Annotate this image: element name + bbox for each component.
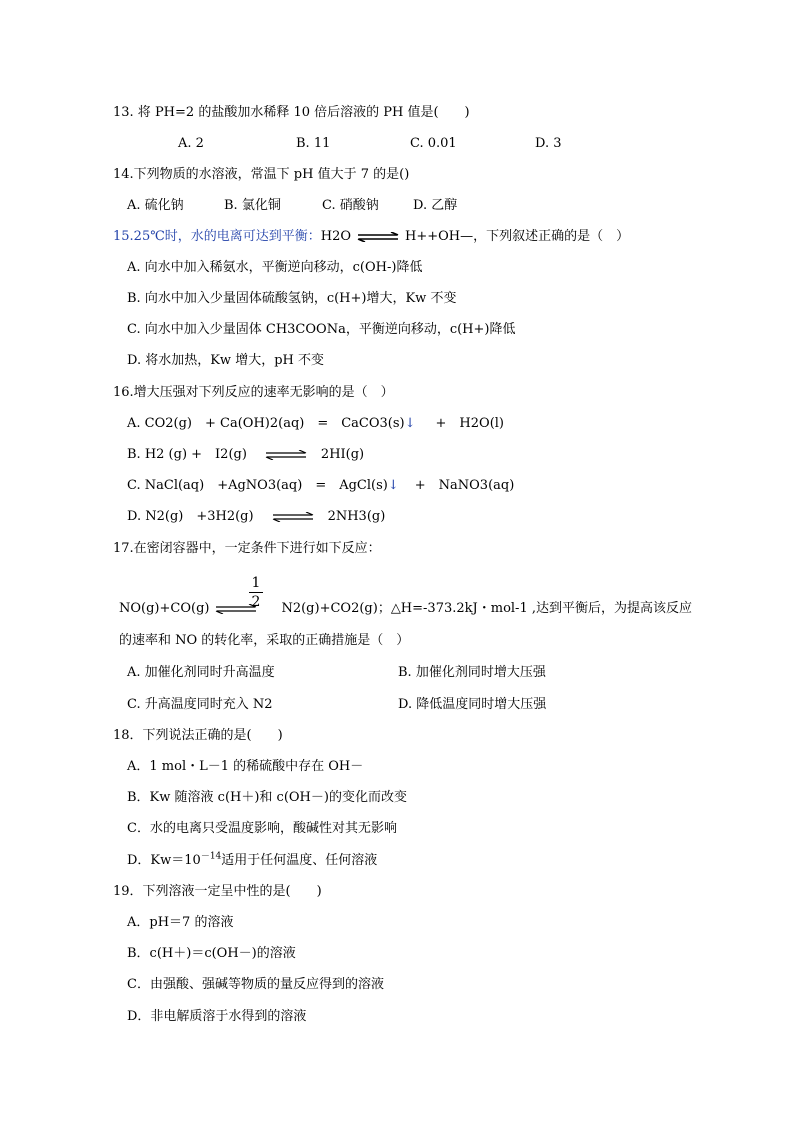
q18-option-b: B．Kw 随溶液 c(H＋)和 c(OH－)的变化而改变 [127, 790, 407, 805]
q16-option-c-left: C. NaCl(aq) +AgNO3(aq) = AgCl(s) [127, 478, 388, 493]
q17-option-a: A. 加催化剂同时升高温度 [127, 665, 275, 680]
q14-option-d: D. 乙醇 [413, 198, 458, 213]
q16-option-a [127, 415, 504, 433]
q19-stem: 19．下列溶液一定呈中性的是( ) [113, 884, 322, 899]
q15-stem-water: H2O [320, 229, 352, 244]
q16-option-b-right: 2HI(g) [320, 447, 365, 462]
equilibrium-arrow-icon [263, 450, 309, 460]
q15-option-b: B. 向水中加入少量固体硫酸氢钠，c(H+)增大，Kw 不变 [127, 291, 457, 306]
q16-option-a-left: A. CO2(g) + Ca(OH)2(aq) = CaCO3(s) [127, 416, 405, 431]
q13-option-b: B. 11 [296, 136, 331, 151]
q14-option-c: C. 硝酸钠 [322, 198, 379, 213]
q15-stem-rest: H++OH—，下列叙述正确的是（ ） [405, 229, 630, 244]
q17-equation [119, 600, 692, 618]
q15-option-d: D. 将水加热，Kw 增大，pH 不变 [127, 353, 324, 368]
q16-option-b [127, 446, 364, 464]
q19-option-c: C．由强酸、强碱等物质的量反应得到的溶液 [127, 977, 384, 992]
q17-equation-right: N2(g)+CO2(g)；△H=-373.2kJ・mol-1 ,达到平衡后，为提高该反应 [281, 601, 692, 616]
q17-option-d: D. 降低温度同时增大压强 [398, 697, 547, 712]
q16-option-d-left: D. N2(g) +3H2(g) [127, 509, 254, 524]
q13-option-d: D. 3 [535, 136, 562, 151]
q15-stem [113, 228, 629, 246]
q16-option-c-right: + NaNO3(aq) [414, 478, 515, 493]
q18-option-a: A．1 mol・L－1 的稀硫酸中存在 OH－ [127, 759, 364, 774]
q16-option-b-left: B. H2 (g) + I2(g) [127, 447, 247, 462]
equilibrium-arrow-icon [213, 604, 259, 614]
q17-option-b: B. 加催化剂同时增大压强 [398, 665, 546, 680]
precipitate-arrow-icon: ↓ [404, 416, 416, 431]
q18-option-d-suffix: 适用于任何温度、任何溶液 [221, 853, 378, 868]
q19-option-b: B．c(H＋)＝c(OH－)的溶液 [127, 946, 296, 961]
q13-option-c: C. 0.01 [410, 136, 457, 151]
equilibrium-arrow-icon [355, 232, 401, 242]
fraction-denominator: 2 [251, 594, 261, 610]
q18-option-d-exponent: －14 [200, 851, 222, 862]
q18-option-d-prefix: D．Kw＝10 [127, 853, 201, 868]
q13-stem: 13. 将 PH=2 的盐酸加水稀释 10 倍后溶液的 PH 值是( ) [113, 105, 470, 120]
q14-option-b: B. 氯化铜 [224, 198, 281, 213]
q18-option-c: C．水的电离只受温度影响，酸碱性对其无影响 [127, 821, 397, 836]
q16-option-c [127, 477, 514, 495]
q14-option-a: A. 硫化钠 [127, 198, 184, 213]
q17-equation-left: NO(g)+CO(g) [119, 601, 210, 616]
q16-option-a-right: + H2O(l) [435, 416, 504, 431]
q17-option-c: C. 升高温度同时充入 N2 [127, 697, 273, 712]
q13-option-a: A. 2 [178, 136, 204, 151]
q17-stem-cont: 的速率和 NO 的转化率，采取的正确措施是（ ） [119, 633, 410, 648]
q15-option-c: C. 向水中加入少量固体 CH3COONa，平衡逆向移动，c(H+)降低 [127, 322, 516, 337]
precipitate-arrow-icon: ↓ [387, 478, 399, 493]
q19-option-a: A．pH＝7 的溶液 [127, 915, 234, 930]
q16-stem: 16.增大压强对下列反应的速率无影响的是（ ） [113, 385, 394, 400]
q17-stem: 17.在密闭容器中，一定条件下进行如下反应： [113, 541, 381, 556]
q19-option-d: D．非电解质溶于水得到的溶液 [127, 1009, 307, 1024]
q16-option-d-right: 2NH3(g) [327, 509, 386, 524]
equilibrium-arrow-icon [270, 512, 316, 522]
q16-option-d [127, 508, 385, 526]
q15-stem-intro: 15.25℃时，水的电离可达到平衡： [113, 229, 321, 244]
fraction-numerator: 1 [251, 575, 261, 591]
q15-option-a: A. 向水中加入稀氨水，平衡逆向移动，c(OH-)降低 [127, 260, 423, 275]
q14-stem: 14.下列物质的水溶液，常温下 pH 值大于 7 的是() [113, 167, 410, 182]
q18-option-d [127, 852, 377, 870]
fraction-bar [249, 592, 263, 593]
q18-stem: 18．下列说法正确的是( ) [113, 728, 283, 743]
